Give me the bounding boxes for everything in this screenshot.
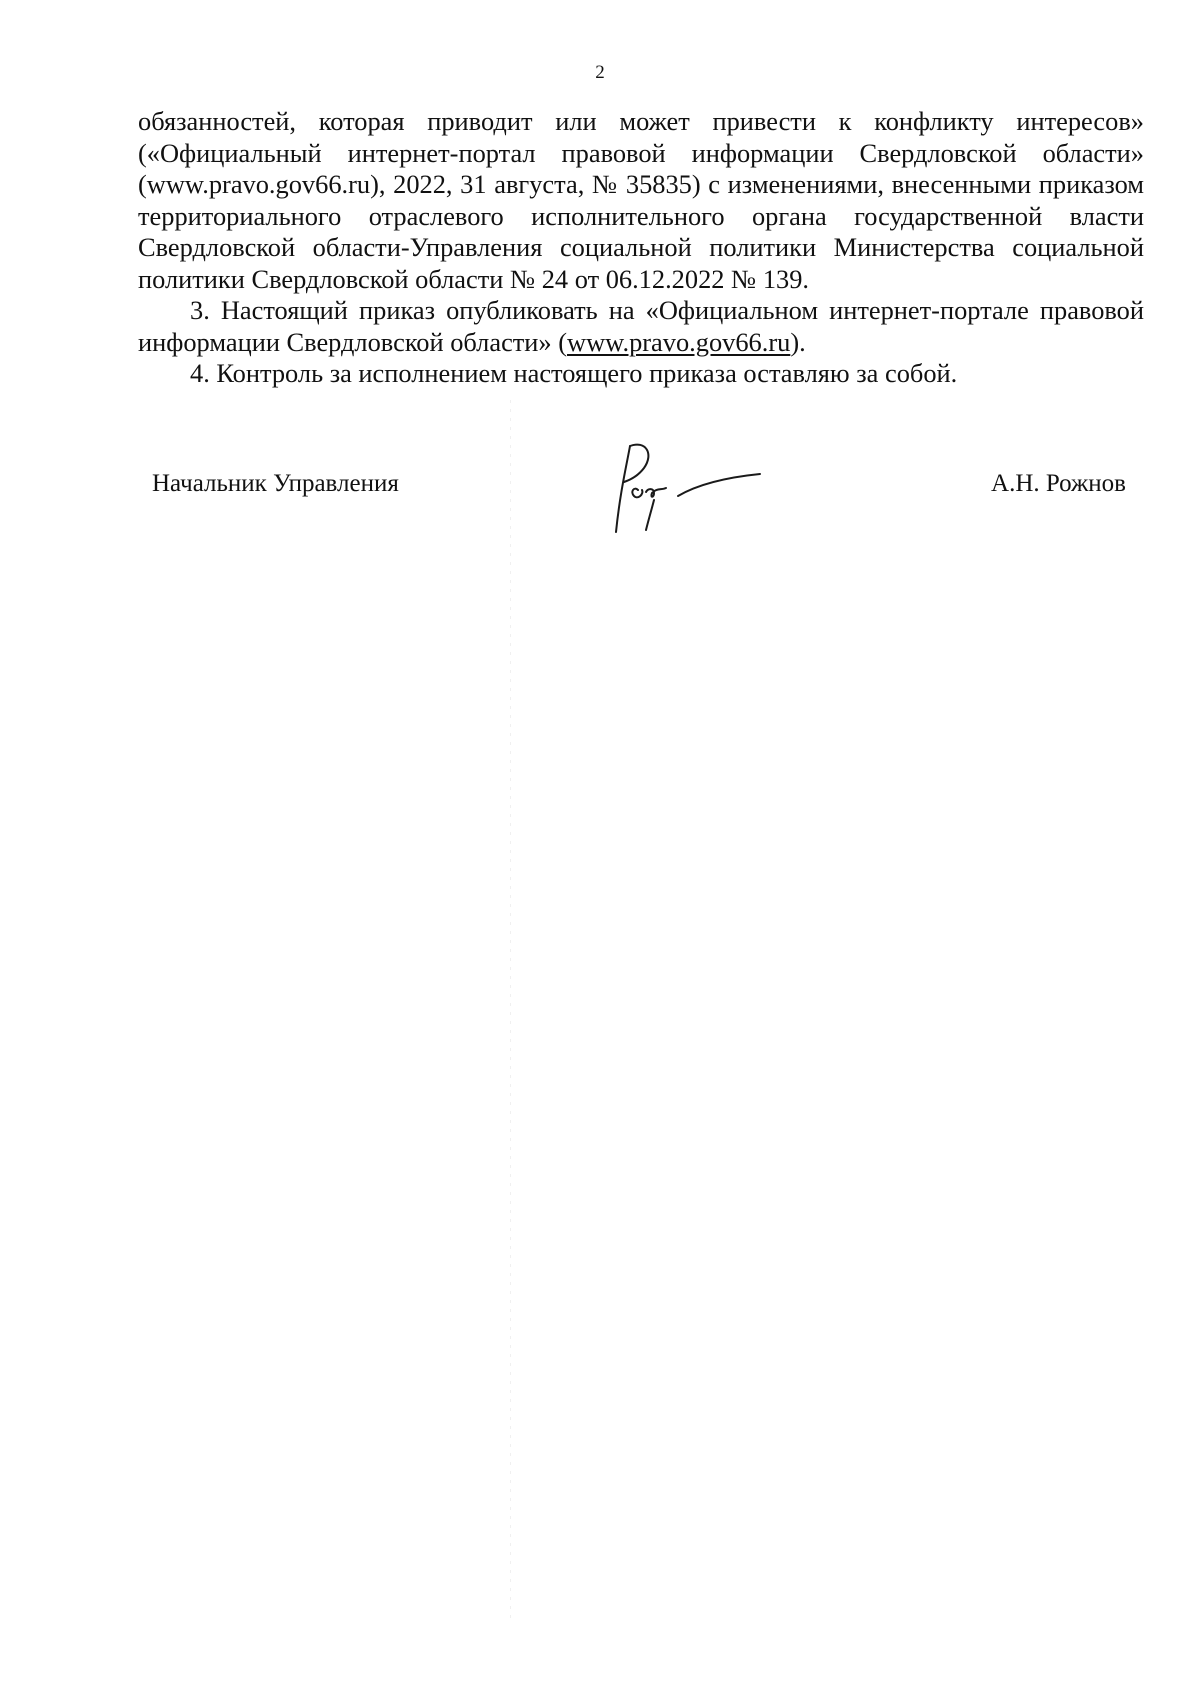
signatory-title: Начальник Управления xyxy=(152,470,399,497)
paragraph-item-3-end: ). xyxy=(790,326,806,357)
scan-fold-line xyxy=(510,400,511,1620)
signatory-name: А.Н. Рожнов xyxy=(991,470,1126,497)
portal-link[interactable]: www.pravo.gov66.ru xyxy=(567,326,791,357)
page-number: 2 xyxy=(595,62,605,83)
paragraph-continuation: обязанностей, которая приводит или может привести к конфликту интересов» («Официальный интернет-портал правовой информации Свердловской области» (www.pravo.gov66.ru), 2022, 31 августа, № 35835) с изменениями, внесенными приказом территориального отраслевого исполнительного органа государственной власти Свердловской области-Управления социальной политики Министерства социальной политики Свердловской области № 24 от 06.12.2022 № 139. xyxy=(138,106,1144,294)
document-body xyxy=(138,106,1144,390)
paragraph-item-3-text: 3. Настоящий приказ опубликовать на «Официальном интернет-портале правовой информации Свердловской области» ( xyxy=(138,295,1144,357)
handwritten-signature xyxy=(600,438,800,548)
paragraph-item-3 xyxy=(138,295,1144,358)
paragraph-item-4: 4. Контроль за исполнением настоящего приказа оставляю за собой. xyxy=(190,358,958,388)
